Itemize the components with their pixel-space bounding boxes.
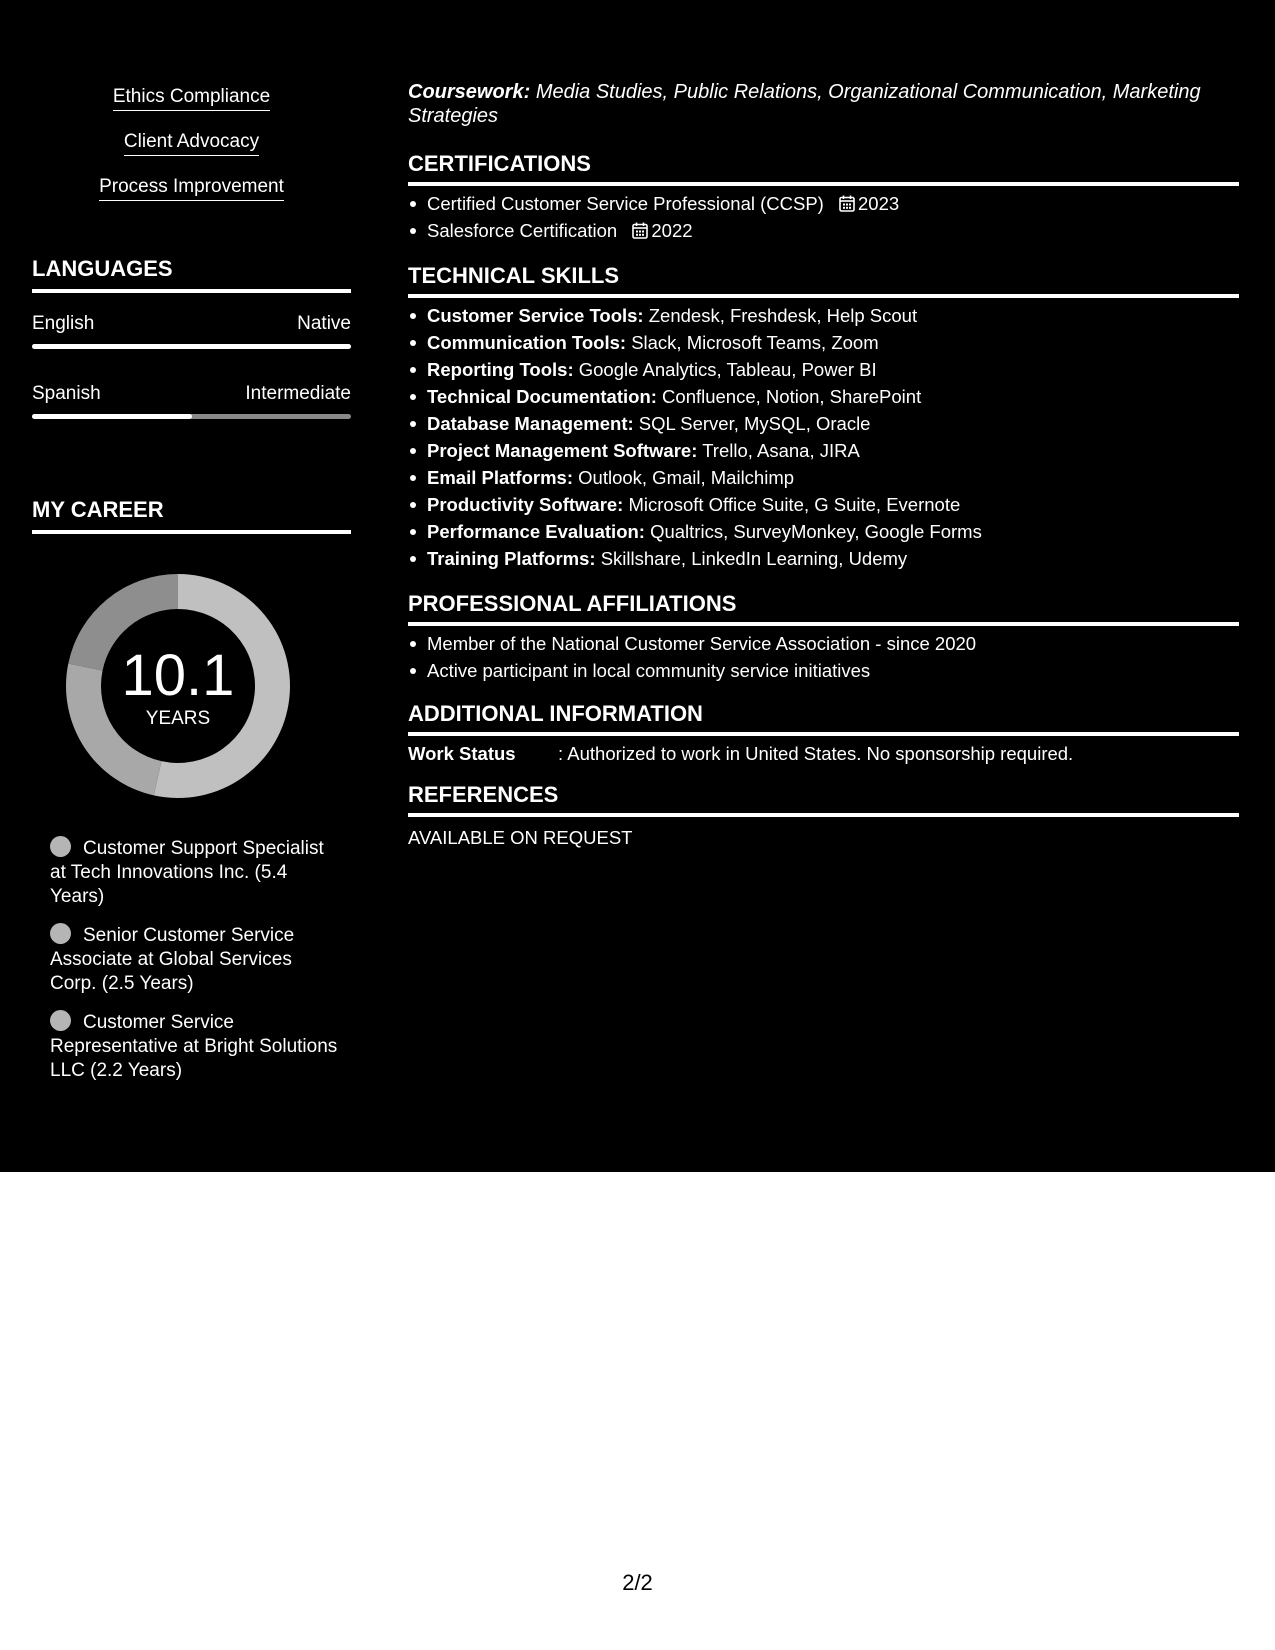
references-text: AVAILABLE ON REQUEST (408, 827, 633, 848)
skill-label: Communication Tools: (427, 332, 627, 353)
language-english (32, 312, 351, 349)
skill-label: Reporting Tools: (427, 359, 574, 380)
language-proficiency-fill (32, 344, 351, 349)
skill-label: Training Platforms: (427, 548, 596, 569)
bullet-dot-icon (50, 923, 71, 944)
skill-value: Qualtrics, SurveyMonkey, Google Forms (650, 521, 982, 542)
bullet-dot-icon (50, 836, 71, 857)
language-name: English (32, 313, 95, 334)
technical-skill-item (408, 383, 1239, 410)
certifications-list (408, 190, 1239, 244)
language-proficiency-fill (32, 414, 192, 419)
language-proficiency-bar (32, 414, 351, 419)
calendar-icon (839, 195, 855, 212)
certification-item (408, 190, 1239, 217)
skill-value: Zendesk, Freshdesk, Help Scout (648, 305, 918, 326)
strengths-list (32, 84, 351, 219)
technical-skill-item (408, 491, 1239, 518)
affiliations-heading: PROFESSIONAL AFFILIATIONS (408, 590, 1239, 626)
career-years-donut (66, 574, 290, 798)
coursework-label: Coursework: (408, 81, 531, 103)
skill-value: Google Analytics, Tableau, Power BI (578, 359, 877, 380)
bullet-dot-icon (50, 1010, 71, 1031)
work-status (408, 742, 1239, 766)
skill-label: Email Platforms: (427, 467, 573, 488)
skill-value: Skillshare, LinkedIn Learning, Udemy (600, 548, 908, 569)
references-heading: REFERENCES (408, 781, 1239, 817)
skill-value: Microsoft Office Suite, G Suite, Evernote (628, 494, 961, 515)
technical-skill-item (408, 437, 1239, 464)
skill-value: Trello, Asana, JIRA (702, 440, 860, 461)
skill-value: Slack, Microsoft Teams, Zoom (631, 332, 879, 353)
skill-label: Technical Documentation: (427, 386, 657, 407)
skill-value: Outlook, Gmail, Mailchimp (578, 467, 795, 488)
languages-heading: LANGUAGES (32, 255, 351, 293)
skill-label: Productivity Software: (427, 494, 624, 515)
certification-name: Salesforce Certification (427, 220, 618, 241)
career-item-text: Customer Support Specialist at Tech Innovations Inc. (5.4 Years) (50, 838, 324, 907)
coursework (408, 80, 1239, 128)
work-status-value: : Authorized to work in United States. No sponsorship required. (558, 743, 1074, 764)
affiliation-item: Member of the National Customer Service Association - since 2020 (408, 630, 1239, 657)
certification-year: 2022 (651, 220, 693, 241)
skill-label: Project Management Software: (427, 440, 698, 461)
certifications-heading: CERTIFICATIONS (408, 150, 1239, 186)
career-total-years: 10.1 (121, 643, 235, 708)
technical-skill-item (408, 302, 1239, 329)
skill-label: Database Management: (427, 413, 634, 434)
page-number: 2/2 (622, 1570, 653, 1595)
technical-skills-heading: TECHNICAL SKILLS (408, 262, 1239, 298)
career-item-text: Customer Service Representative at Bright Solutions LLC (2.2 Years) (50, 1012, 338, 1081)
skill-value: SQL Server, MySQL, Oracle (638, 413, 871, 434)
language-level: Intermediate (245, 383, 351, 404)
career-item (50, 923, 340, 996)
technical-skill-item (408, 329, 1239, 356)
affiliation-item: Active participant in local community service initiatives (408, 657, 1239, 684)
certification-item (408, 217, 1239, 244)
work-status-label: Work Status (408, 743, 516, 764)
skill-label: Performance Evaluation: (427, 521, 645, 542)
career-item-text: Senior Customer Service Associate at Global Services Corp. (2.5 Years) (50, 925, 295, 994)
technical-skill-item (408, 410, 1239, 437)
technical-skill-item (408, 545, 1239, 572)
language-name: Spanish (32, 383, 101, 404)
career-heading: MY CAREER (32, 496, 351, 534)
career-list (50, 836, 340, 1097)
certification-name: Certified Customer Service Professional (CCSP) (427, 193, 824, 214)
technical-skill-item (408, 356, 1239, 383)
affiliations-list (408, 630, 1239, 684)
technical-skills-list (408, 302, 1239, 572)
strength-process-improvement[interactable]: Process Improvement (99, 174, 284, 201)
calendar-icon (632, 222, 648, 239)
coursework-text: Media Studies, Public Relations, Organizational Communication, Marketing Strategies (408, 81, 1201, 127)
skill-value: Confluence, Notion, SharePoint (662, 386, 922, 407)
strength-ethics-compliance[interactable]: Ethics Compliance (113, 84, 270, 111)
additional-info-heading: ADDITIONAL INFORMATION (408, 700, 1239, 736)
career-item (50, 836, 340, 909)
technical-skill-item (408, 518, 1239, 545)
language-level: Native (297, 313, 351, 334)
skill-label: Customer Service Tools: (427, 305, 644, 326)
language-proficiency-bar (32, 344, 351, 349)
career-item (50, 1010, 340, 1083)
certification-year: 2023 (858, 193, 900, 214)
strength-client-advocacy[interactable]: Client Advocacy (124, 129, 259, 156)
technical-skill-item (408, 464, 1239, 491)
language-spanish (32, 382, 351, 419)
career-total-unit: YEARS (145, 708, 211, 729)
